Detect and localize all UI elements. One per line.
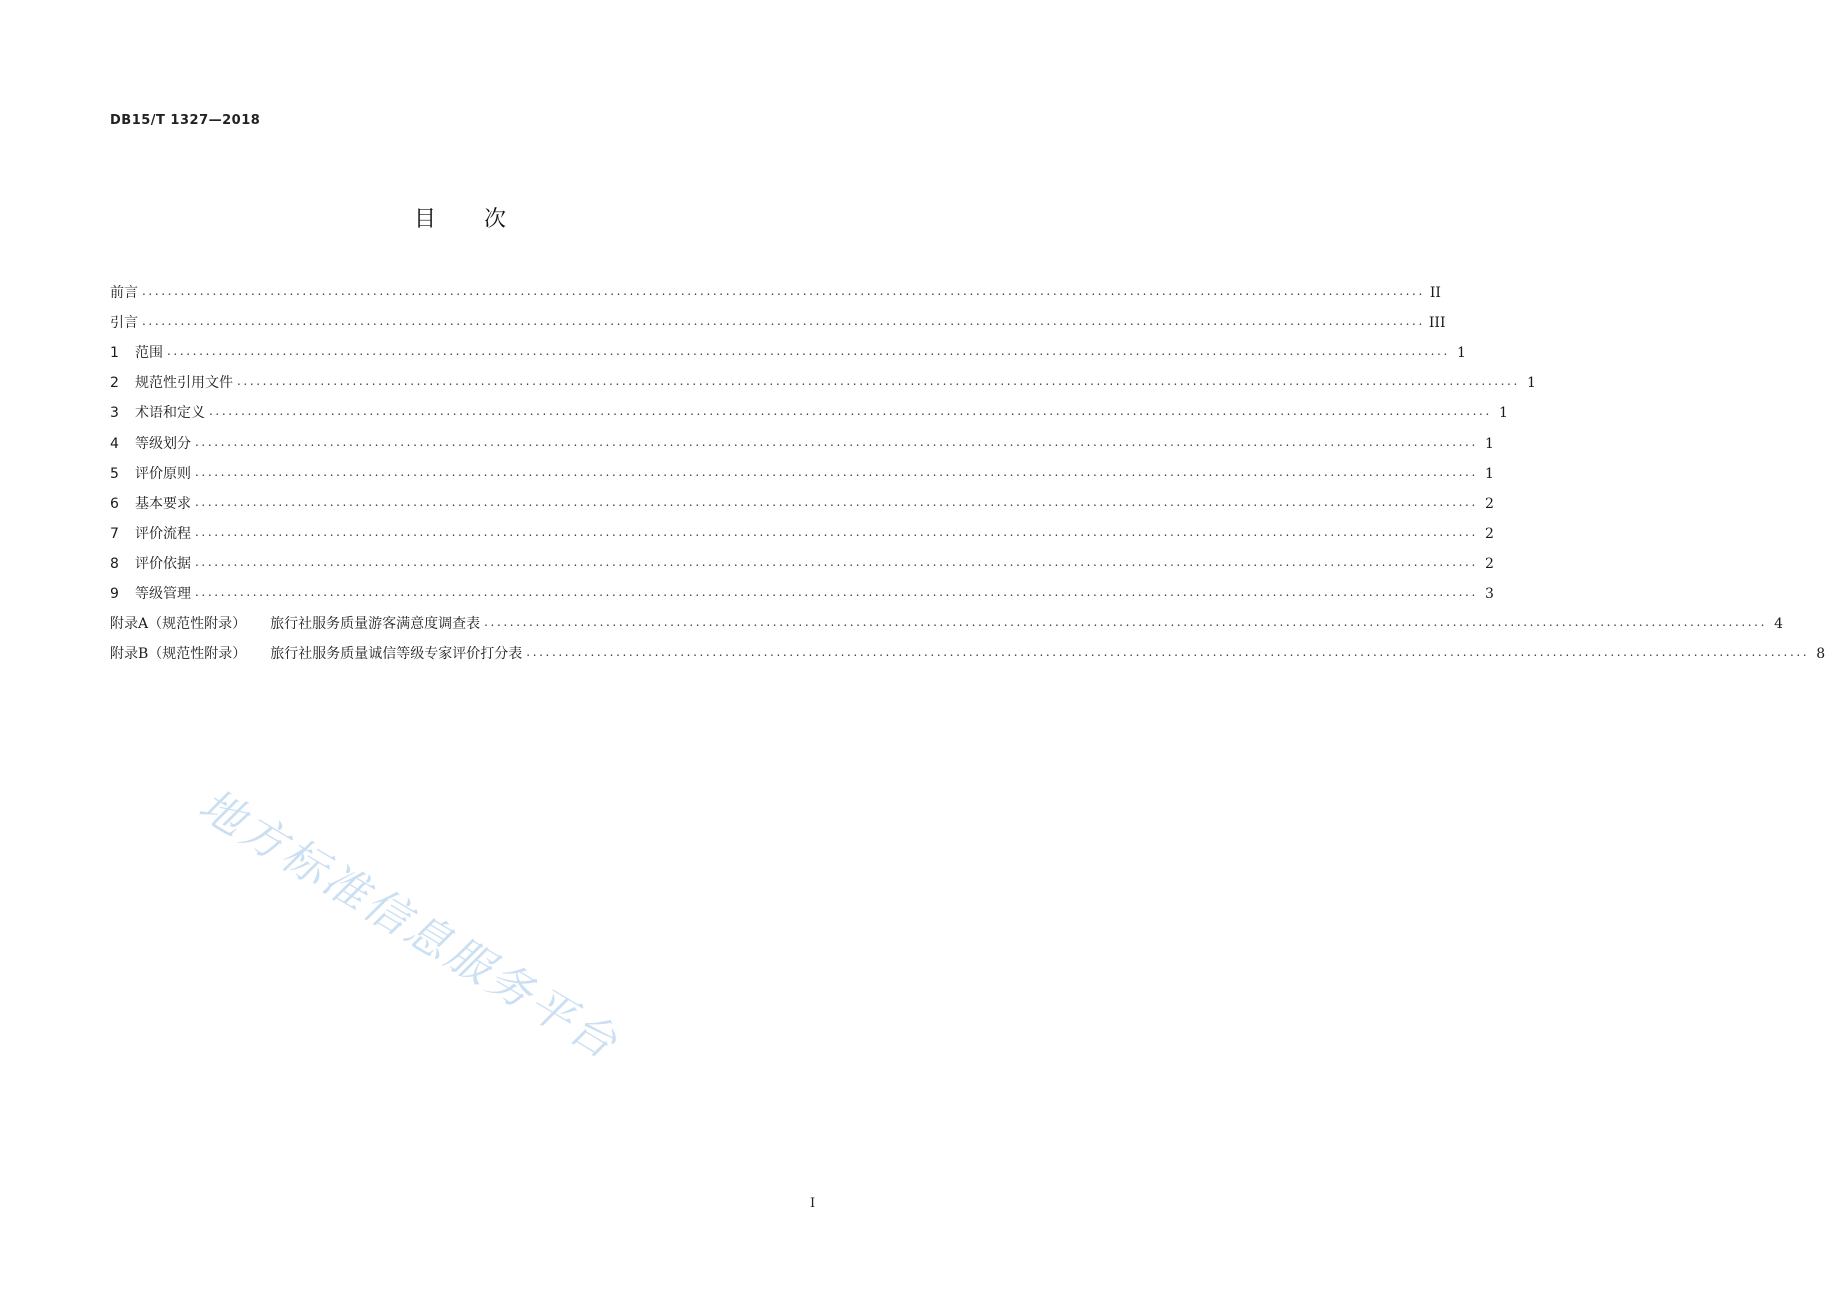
toc-entry-number: 1 [110, 345, 119, 362]
toc-entry-page: 1 [1456, 345, 1466, 362]
appendix-label: 附录A（规范性附录） [110, 616, 247, 633]
toc-entry-appendix-a[interactable] [110, 609, 1784, 639]
toc-entry-page: 1 [1484, 465, 1494, 482]
toc-entry-label: 评价流程 [135, 525, 191, 542]
toc-leader-dots: ........................................................................................................................................................................................................ [526, 645, 1810, 660]
toc-entry-number: 4 [110, 435, 119, 452]
document-code: DB15/T 1327—2018 [110, 113, 261, 128]
toc-entry-page: 1 [1484, 435, 1494, 452]
toc-entry-5[interactable] [110, 459, 1494, 489]
toc-entry-9[interactable] [110, 579, 1494, 609]
toc-entry-3[interactable] [110, 398, 1508, 428]
appendix-title: 旅行社服务质量诚信等级专家评价打分表 [270, 646, 523, 663]
toc-entry-label: 术语和定义 [135, 405, 205, 422]
toc-entry-label: 等级管理 [135, 585, 191, 602]
toc-entry-7[interactable] [110, 519, 1494, 549]
toc-entry-page: 3 [1484, 585, 1494, 602]
toc-entry-page: III [1428, 315, 1446, 332]
toc-leader-dots: ........................................................................................................................................................................................................ [142, 314, 1425, 329]
toc-entry-label: 引言 [110, 315, 138, 332]
toc-leader-dots: ........................................................................................................................................................................................................ [195, 434, 1478, 449]
toc-leader-dots: ........................................................................................................................................................................................................ [195, 464, 1478, 479]
toc-title-char-1: 目 [413, 207, 436, 232]
toc-entry-label: 评价原则 [135, 465, 191, 482]
toc-entry-page: 1 [1498, 405, 1508, 422]
toc-leader-dots: ........................................................................................................................................................................................................ [237, 374, 1520, 389]
toc-leader-dots: ........................................................................................................................................................................................................ [195, 584, 1478, 599]
watermark: 地方标准信息服务平台 [190, 779, 628, 1071]
toc-leader-dots: ........................................................................................................................................................................................................ [167, 344, 1450, 359]
toc-entry-4[interactable] [110, 428, 1494, 458]
toc-entry-6[interactable] [110, 489, 1494, 519]
toc-entry-number: 3 [110, 405, 119, 422]
toc-leader-dots: ........................................................................................................................................................................................................ [484, 615, 1768, 630]
toc-entry-page: II [1429, 285, 1441, 302]
appendix-title: 旅行社服务质量游客满意度调查表 [270, 616, 481, 633]
toc-entry-foreword[interactable] [110, 278, 1441, 308]
appendix-label: 附录B（规范性附录） [110, 646, 247, 663]
toc-entry-number: 9 [110, 585, 119, 602]
toc-entry-label: 前言 [110, 285, 138, 302]
toc-entry-page: 2 [1484, 525, 1494, 542]
toc-leader-dots: ........................................................................................................................................................................................................ [195, 494, 1478, 509]
toc-entry-number: 8 [110, 555, 119, 572]
toc-leader-dots: ........................................................................................................................................................................................................ [195, 554, 1478, 569]
toc-entry-number: 7 [110, 525, 119, 542]
toc-entry-number: 5 [110, 465, 119, 482]
toc-entry-page: 2 [1484, 555, 1494, 572]
toc-entry-label: 基本要求 [135, 495, 191, 512]
toc-entry-2[interactable] [110, 368, 1536, 398]
toc-entry-introduction[interactable] [110, 308, 1446, 338]
toc-entry-label: 范围 [135, 345, 163, 362]
toc-leader-dots: ........................................................................................................................................................................................................ [209, 404, 1492, 419]
page-number: I [810, 1196, 816, 1211]
toc-entry-label: 规范性引用文件 [135, 375, 233, 392]
toc-entry-1[interactable] [110, 338, 1466, 368]
toc-leader-dots: ........................................................................................................................................................................................................ [195, 524, 1478, 539]
toc-entry-appendix-b[interactable] [110, 639, 1825, 669]
toc-entry-label [110, 614, 480, 634]
toc-leader-dots: ........................................................................................................................................................................................................ [142, 284, 1425, 299]
toc-entry-page: 8 [1816, 646, 1825, 663]
toc-entry-page: 2 [1484, 495, 1494, 512]
toc-entry-page: 1 [1526, 375, 1536, 392]
toc-entry-number: 6 [110, 495, 119, 512]
toc-entry-number: 2 [110, 375, 119, 392]
toc-entry-8[interactable] [110, 549, 1494, 579]
toc-title-char-2: 次 [484, 207, 507, 232]
toc-list [110, 278, 1825, 669]
toc-entry-label: 评价依据 [135, 555, 191, 572]
toc-entry-page: 4 [1774, 616, 1784, 633]
toc-title [0, 202, 920, 233]
toc-entry-label: 等级划分 [135, 435, 191, 452]
toc-entry-label [110, 644, 522, 664]
